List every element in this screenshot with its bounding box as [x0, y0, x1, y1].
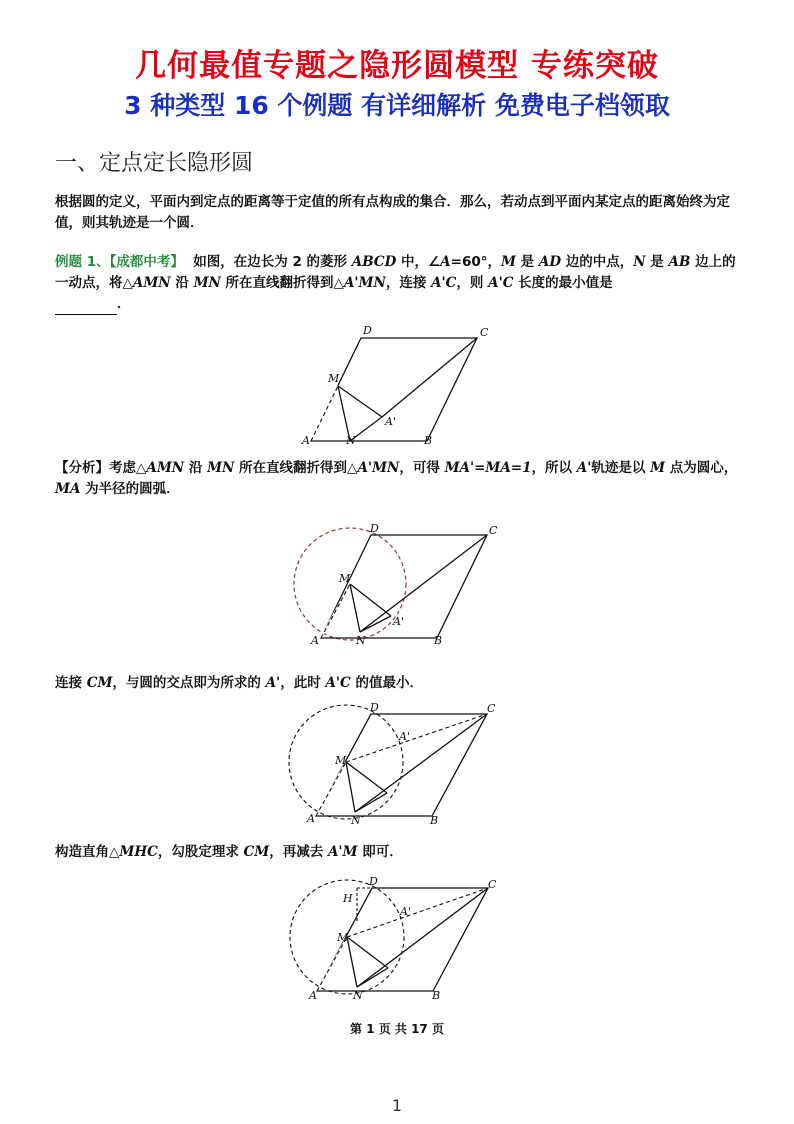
text: 为半径的圆弧． — [80, 481, 180, 497]
text: 【分析】 — [55, 460, 109, 476]
math: AMN — [132, 275, 171, 291]
text: 沿 — [170, 275, 194, 291]
label-H: H — [343, 892, 353, 905]
text: ，连接 — [385, 275, 432, 291]
text: 如图，在边长为 2 的菱形 — [193, 254, 352, 270]
text: 连接 — [55, 675, 87, 691]
figure-1 — [290, 320, 510, 454]
page-number: 1 — [391, 1096, 403, 1115]
text: ． — [117, 296, 131, 312]
page-footer: 第 1 页 共 17 页 — [350, 1022, 444, 1036]
step-3-paragraph — [55, 842, 743, 863]
label-B: B — [434, 634, 443, 647]
label-B: B — [432, 989, 441, 1002]
math: A'C — [431, 275, 457, 291]
label-N: N — [356, 634, 366, 647]
label-C: C — [488, 878, 497, 891]
label-D: D — [370, 701, 379, 714]
label-Ap: A' — [393, 615, 404, 628]
math: A' — [576, 460, 592, 476]
text: 所在直线翻折得到△ — [220, 275, 344, 291]
label-A: A — [307, 812, 315, 825]
label-N: N — [346, 434, 356, 447]
label-M: M — [339, 572, 351, 585]
text: 的值最小． — [350, 675, 423, 691]
math: CM — [86, 675, 113, 691]
text: 轨迹是以 — [591, 460, 651, 476]
label-D: D — [369, 875, 378, 888]
math: A' — [265, 675, 281, 691]
text: ，此时 — [280, 675, 326, 691]
math: N — [633, 254, 646, 270]
text: ，勾股定理求 — [157, 844, 244, 860]
page-title: 几何最值专题之隐形圆模型 专练突破 — [135, 48, 659, 84]
math: MN — [207, 460, 235, 476]
math: A'MN — [357, 460, 400, 476]
math: MHC — [119, 844, 158, 860]
text: ，再减去 — [269, 844, 328, 860]
text: ，则 — [456, 275, 489, 291]
label-A: A — [311, 634, 319, 647]
math: MA'=MA=1 — [444, 460, 532, 476]
page-subtitle: 3 种类型 16 个例题 有详细解析 免费电子档领取 — [124, 91, 670, 120]
math: A'M — [327, 844, 358, 860]
label-A: A — [302, 434, 310, 447]
math: M — [650, 460, 666, 476]
math: AMN — [146, 460, 185, 476]
math: AB — [668, 254, 691, 270]
text: ，所以 — [531, 460, 577, 476]
section-title: 一、定点定长隐形圆 — [55, 151, 254, 176]
label-B: B — [430, 814, 439, 827]
text: 长度的最小值是 — [513, 275, 613, 291]
math: M — [501, 254, 516, 270]
label-N: N — [353, 989, 363, 1002]
text: 中，∠ — [396, 254, 441, 270]
label-D: D — [370, 522, 379, 535]
text: 边上的一动点，将△ — [55, 254, 736, 291]
figure-4 — [287, 875, 517, 1009]
label-M: M — [335, 754, 347, 767]
label-Ap: A' — [399, 730, 410, 743]
math: MA — [55, 481, 81, 497]
step-2-paragraph — [55, 673, 743, 694]
math: CM — [243, 844, 270, 860]
math: A'C — [325, 675, 351, 691]
math: MN — [193, 275, 221, 291]
example-1-paragraph — [55, 252, 743, 315]
label-M: M — [337, 931, 349, 944]
text: 是 — [645, 254, 669, 270]
label-N: N — [351, 814, 361, 827]
label-C: C — [487, 702, 496, 715]
text: 沿 — [184, 460, 208, 476]
example-tag: 例题 1、【成都中考】 — [55, 254, 184, 270]
math: A — [440, 254, 451, 270]
text: ，与圆的交点即为所求的 — [112, 675, 266, 691]
math: AD — [538, 254, 562, 270]
text: 构造直角△ — [55, 844, 120, 860]
text: 边的中点， — [561, 254, 634, 270]
label-Ap: A' — [400, 905, 411, 918]
math: ABCD — [351, 254, 397, 270]
label-C: C — [489, 524, 498, 537]
text: 是 — [515, 254, 539, 270]
label-C: C — [480, 326, 489, 339]
label-B: B — [424, 434, 433, 447]
intro-paragraph: 根据圆的定义，平面内到定点的距离等于定值的所有点构成的集合．那么，若动点到平面内某定点的距离始终为定值，则其轨迹是一个圆． — [55, 194, 730, 231]
text: =60°， — [450, 254, 501, 270]
label-A: A — [309, 989, 317, 1002]
text: 所在直线翻折得到△ — [234, 460, 358, 476]
figure-3 — [283, 700, 513, 834]
text: 点为圆心， — [665, 460, 738, 476]
math: A'MN — [343, 275, 386, 291]
math: A'C — [488, 275, 514, 291]
figure-2 — [285, 520, 515, 654]
label-D: D — [363, 324, 372, 337]
analysis-paragraph — [55, 458, 743, 500]
text: 即可． — [357, 844, 403, 860]
text: 考虑△ — [109, 460, 147, 476]
rhombus — [321, 535, 487, 638]
answer-blank — [55, 300, 117, 315]
label-Ap: A' — [385, 415, 396, 428]
label-M: M — [328, 372, 340, 385]
text: ，可得 — [399, 460, 445, 476]
